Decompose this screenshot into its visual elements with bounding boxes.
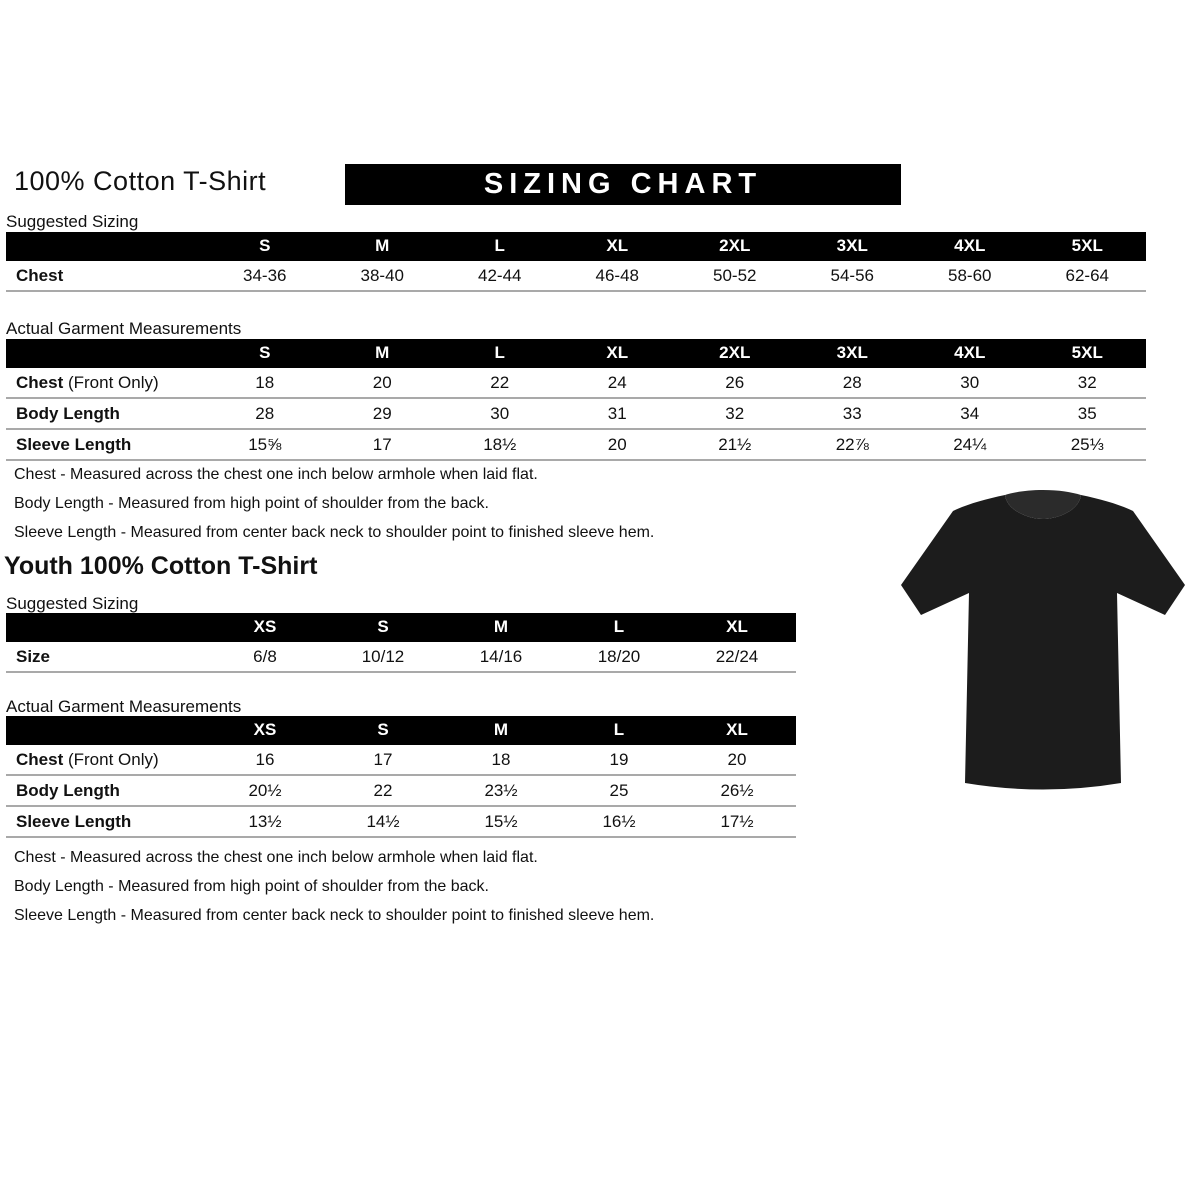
measurement-cell: 31 [559,398,677,429]
measurement-cell: 21½ [676,429,794,460]
adult-actual-table [6,339,1146,461]
measurement-cell: 34-36 [206,261,324,291]
size-column-header: S [206,232,324,261]
measurement-cell: 54-56 [794,261,912,291]
size-column-header: XL [559,339,677,368]
measurement-cell: 22/24 [678,642,796,672]
size-column-header: L [441,339,559,368]
size-column-header: 4XL [911,232,1029,261]
measurement-cell: 22 [441,368,559,398]
measurement-cell: 15½ [442,806,560,837]
measurement-cell: 62-64 [1029,261,1147,291]
measurement-row [6,806,796,837]
row-label: Chest (Front Only) [6,368,206,398]
size-column-header: XS [206,613,324,642]
measurement-cell: 14½ [324,806,442,837]
size-column-header [6,339,206,368]
measurement-row [6,398,1146,429]
measurement-cell: 13½ [206,806,324,837]
measurement-cell: 25 [560,775,678,806]
measurement-cell: 58-60 [911,261,1029,291]
youth-suggested-table [6,613,796,673]
adult-measurement-notes [14,460,654,547]
size-column-header: XL [678,716,796,745]
measurement-cell: 34 [911,398,1029,429]
size-column-header: 3XL [794,232,912,261]
measurement-cell: 22 [324,775,442,806]
size-header-row [6,232,1146,261]
measurement-cell: 15⅝ [206,429,324,460]
sizing-chart-banner: SIZING CHART [345,164,901,205]
measurement-row [6,261,1146,291]
measurement-cell: 26½ [678,775,796,806]
measurement-cell: 22⅞ [794,429,912,460]
size-column-header: XL [559,232,677,261]
size-column-header: XL [678,613,796,642]
measurement-cell: 24 [559,368,677,398]
measurement-cell: 14/16 [442,642,560,672]
measurement-cell: 18½ [441,429,559,460]
measurement-row [6,368,1146,398]
adult-suggested-sizing-label: Suggested Sizing [6,212,139,231]
youth-actual-table [6,716,796,838]
note-body-length: Body Length - Measured from high point of shoulder from the back. [14,495,489,512]
measurement-cell: 10/12 [324,642,442,672]
measurement-cell: 30 [441,398,559,429]
measurement-cell: 20½ [206,775,324,806]
size-column-header: 2XL [676,232,794,261]
note-chest: Chest - Measured across the chest one inch below armhole when laid flat. [14,466,538,483]
measurement-cell: 28 [206,398,324,429]
row-label: Size [6,642,206,672]
measurement-cell: 32 [1029,368,1147,398]
measurement-cell: 50-52 [676,261,794,291]
size-column-header: M [442,613,560,642]
measurement-cell: 18 [206,368,324,398]
size-column-header: 3XL [794,339,912,368]
measurement-cell: 25⅓ [1029,429,1147,460]
measurement-cell: 30 [911,368,1029,398]
size-column-header [6,716,206,745]
adult-actual-measurements-label: Actual Garment Measurements [6,319,242,338]
size-column-header: S [324,716,442,745]
measurement-row [6,642,796,672]
measurement-cell: 20 [559,429,677,460]
measurement-cell: 17 [324,429,442,460]
youth-page-title: Youth 100% Cotton T-Shirt [4,552,318,580]
note-chest: Chest - Measured across the chest one inch below armhole when laid flat. [14,849,538,866]
size-column-header: 5XL [1029,339,1147,368]
measurement-row [6,429,1146,460]
measurement-cell: 32 [676,398,794,429]
row-label: Chest [6,261,206,291]
measurement-cell: 26 [676,368,794,398]
measurement-cell: 35 [1029,398,1147,429]
measurement-cell: 16½ [560,806,678,837]
row-label: Body Length [6,398,206,429]
youth-suggested-sizing-label: Suggested Sizing [6,594,139,613]
size-column-header: S [206,339,324,368]
measurement-cell: 17 [324,745,442,775]
measurement-cell: 28 [794,368,912,398]
measurement-cell: 20 [678,745,796,775]
size-column-header: L [441,232,559,261]
measurement-cell: 19 [560,745,678,775]
measurement-cell: 38-40 [324,261,442,291]
note-body-length: Body Length - Measured from high point of shoulder from the back. [14,878,489,895]
measurement-cell: 24¼ [911,429,1029,460]
adult-suggested-table [6,232,1146,292]
size-column-header: 4XL [911,339,1029,368]
measurement-cell: 6/8 [206,642,324,672]
size-column-header: M [442,716,560,745]
row-label: Sleeve Length [6,429,206,460]
youth-measurement-notes [14,843,654,930]
measurement-cell: 33 [794,398,912,429]
measurement-cell: 46-48 [559,261,677,291]
size-column-header [6,613,206,642]
measurement-row [6,775,796,806]
tshirt-image [893,468,1193,818]
size-column-header [6,232,206,261]
page-title: 100% Cotton T-Shirt [14,166,267,196]
size-column-header: L [560,613,678,642]
size-column-header: 5XL [1029,232,1147,261]
adult-suggested-table-wrap [6,232,1146,292]
black-tshirt-graphic [893,468,1193,818]
size-header-row [6,716,796,745]
size-column-header: M [324,232,442,261]
adult-actual-table-wrap [6,339,1146,461]
size-column-header: M [324,339,442,368]
size-column-header: L [560,716,678,745]
size-column-header: S [324,613,442,642]
measurement-cell: 16 [206,745,324,775]
size-column-header: XS [206,716,324,745]
measurement-cell: 18/20 [560,642,678,672]
note-sleeve-length: Sleeve Length - Measured from center back neck to shoulder point to finished sleeve hem. [14,907,655,924]
measurement-row [6,745,796,775]
youth-suggested-table-wrap [6,613,796,673]
measurement-cell: 42-44 [441,261,559,291]
youth-actual-table-wrap [6,716,796,838]
row-label: Chest (Front Only) [6,745,206,775]
note-sleeve-length: Sleeve Length - Measured from center back neck to shoulder point to finished sleeve hem. [14,524,655,541]
measurement-cell: 17½ [678,806,796,837]
row-label: Sleeve Length [6,806,206,837]
measurement-cell: 20 [324,368,442,398]
measurement-cell: 18 [442,745,560,775]
measurement-cell: 29 [324,398,442,429]
size-column-header: 2XL [676,339,794,368]
size-header-row [6,613,796,642]
youth-actual-measurements-label: Actual Garment Measurements [6,697,242,716]
size-header-row [6,339,1146,368]
measurement-cell: 23½ [442,775,560,806]
row-label: Body Length [6,775,206,806]
